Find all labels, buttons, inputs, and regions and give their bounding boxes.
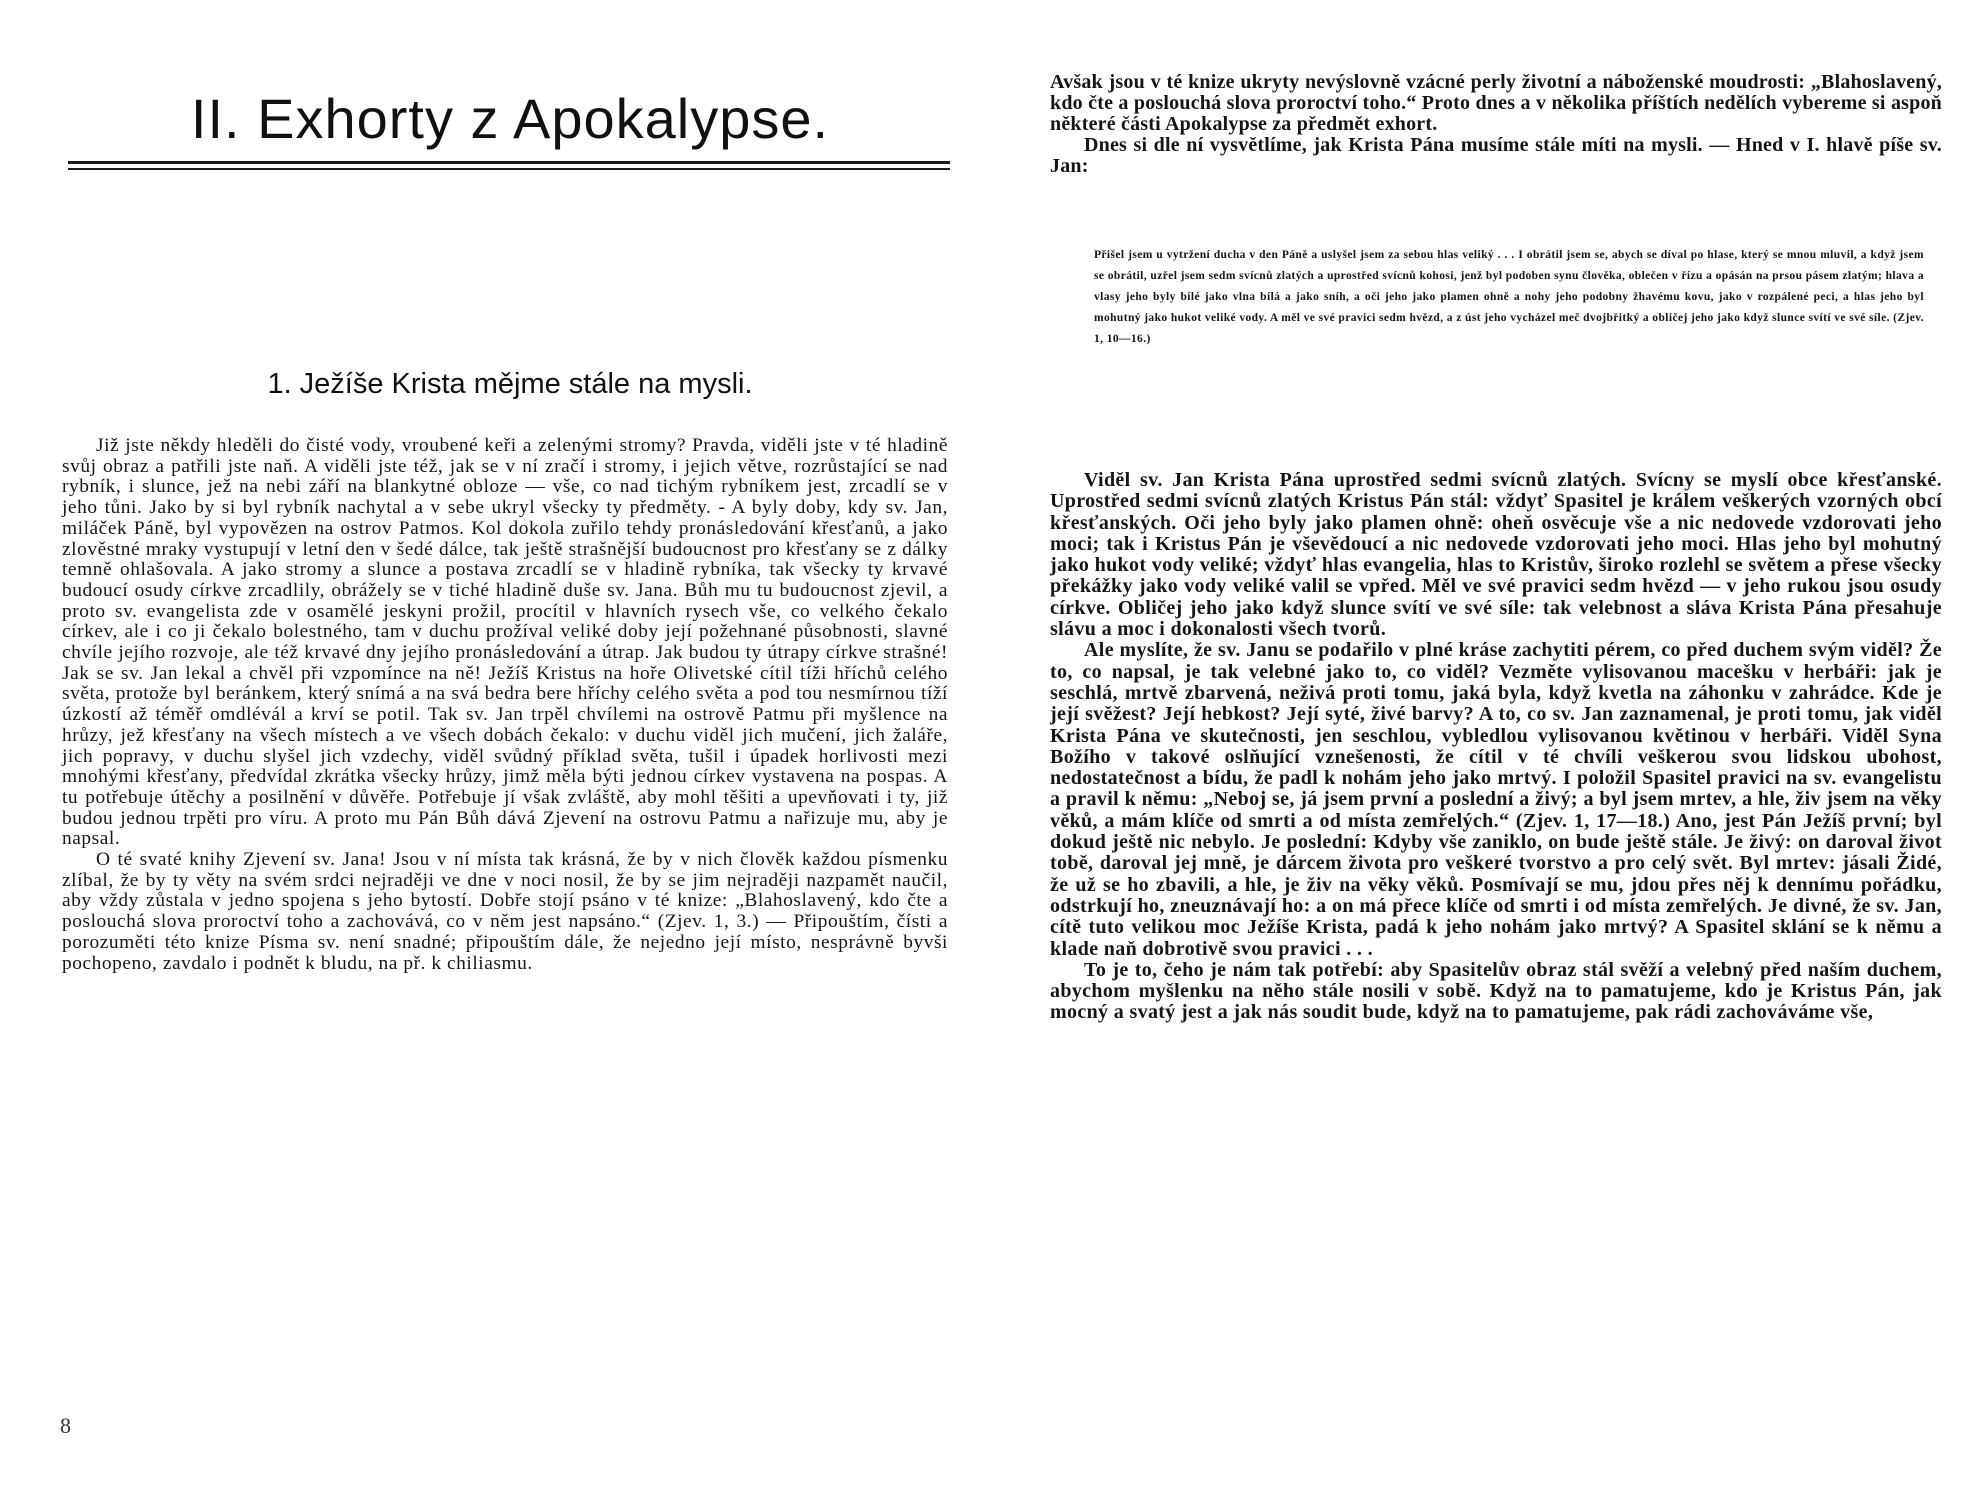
right-page: [990, 0, 1978, 1500]
right-intro-text: [1050, 72, 1942, 177]
title-rule-top: [68, 161, 950, 164]
paragraph: O té svaté knihy Zjevení sv. Jana! Jsou v ní místa tak krásná, že by v nich člověk každou písmenku zlíbal, že by ty věty na svém srdci nejraději ve dne v noci nosil, že by se jim nejraději nazpamět naučil, aby vždy zůstala v jedno spojena s jeho bytostí. Dobře stojí psáno v té knize: „Blahoslavený, kdo čte a poslouchá slova proroctví toho a zachovává, co v něm jest napsáno.“ (Zjev. 1, 3.) — Připouštím, čísti a porozuměti této knize Písma sv. není snadné; připouštím dále, že nejedno její místo, nesprávně byvši pochopeno, zavdalo i podnět k bludu, na př. k chiliasmu.: [62, 849, 948, 974]
page-number: 8: [60, 1413, 71, 1438]
paragraph: Avšak jsou v té knize ukryty nevýslovně vzácné perly životní a náboženské moudrosti: „Blahoslavený, kdo čte a poslouchá slova proroctví toho.“ Proto dnes a v několika příštích nedělích vybereme si aspoň některé části Apokalypse za předmět exhort.: [1050, 71, 1942, 135]
scripture-quote: [1094, 245, 1924, 350]
left-body-text: [62, 436, 948, 974]
paragraph: To je to, čeho je nám tak potřebí: aby Spasitelův obraz stál svěží a velebný před naším duchem, abychom myšlenku na něho stále nosili v sobě. Když na to pamatujeme, kdo je Kristus Pán, jak mocný a svatý jest a jak nás soudit bude, když na to pamatujeme, pak rádi zachováváme vše,: [1050, 958, 1942, 1024]
section-heading: 1. Ježíše Krista mějme stále na mysli.: [267, 368, 753, 400]
paragraph: Dnes si dle ní vysvětlíme, jak Krista Pána musíme stále míti na mysli. — Hned v I. hlavě píše sv. Jan:: [1050, 134, 1942, 177]
paragraph: Již jste někdy hleděli do čisté vody, vroubené keři a zelenými stromy? Pravda, viděli jste v té hladině svůj obraz a patřili jste naň. A viděli jste též, jak se v ní zračí i stromy, i jejich větve, rozrůstající se nad rybník, i slunce, jež na nebi září na blankytné obloze — vše, co nad tichým rybníkem jest, zrcadlí se v jeho tůni. Jako by si byl rybník nachytal a v sebe ukryl všecky ty předměty. - A byly doby, kdy sv. Jan, miláček Páně, byl vypovězen na ostrov Patmos. Kol dokola zuřilo tehdy pronásledování křesťanů, a jako zlověstné mraky vystupují v letní den v šedé dálce, tak ještě strašnější budoucnost pro křesťany se z dálky temně ohlašovala. A jako stromy a slunce a postava zrcadlí se v hladině rybníka, tak všecky ty krvavé budoucí osudy církve zrcadlily, obrážely se v tiché hladině duše sv. Jana. Bůh mu tu budoucnost zjevil, a proto sv. evangelista zde v osamělé jeskyni prožil, procítil v hlavních rysech vše, co velkého čekalo církev, ale i co ji čekalo bolestného, tam v duchu prožíval veliké doby její požehnané působnosti, slavné chvíle jejího rozvoje, ale též krvavé dny jejího pronásledování a útrap. Jak budou ty útrapy církve strašné! Jak se sv. Jan lekal a chvěl při vzpomínce na ně! Ježíš Kristus na hoře Olivetské cítil tíži hříchů celého světa, protože byl beránkem, který snímá a na svá bedra bere hříchy celého světa a pod tou nesmírnou tíží úzkostí až téměř omdlévál a krví se potil. Tak sv. Jan trpěl chvílemi na ostrově Patmu při myšlence na hrůzy, jež křesťany na všech místech a ve všech dobách čekalo: v duchu viděl jich mučení, jich žaláře, jich popravy, v duchu slyšel jich vzdechy, viděl svůdný příklad světa, tušil i úpadek horlivosti mezi mnohými křesťany, předvídal zkrátka všecky hrůzy, jimž měla býti jednou církev vystavena na pospas. A tu potřebuje útěchy a posilnění v důvěře. Potřebuje jí však zvláště, aby mohl těšiti a upevňovati i ty, již budou jednou trpěti pro víru. A proto mu Pán Bůh dává Zjevení na ostrovu Patmu a nařizuje mu, aby je napsal.: [62, 435, 948, 850]
paragraph: Ale myslíte, že sv. Janu se podařilo v plné kráse zachytiti pérem, co před duchem svým viděl? Že to, co napsal, je tak velebné jako to, co viděl? Vezměte vylisovanou macešku v herbáři: jak je seschlá, mrtvě zbarvená, neživá proti tomu, jaká byla, když kvetla na záhonku v zahrádce. Kde je její svěžest? Její hebkost? Její syté, živé barvy? A to, co sv. Jan zaznamenal, je proti tomu, jak viděl Krista Pána ve skutečnosti, jen seschlou, vybledlou vylisovanou květinou v herbáři. Viděl Syna Božího v takové oslňující vznešenosti, že cítil v té chvíli veškerou svou lidskou ubohost, nedostatečnost a bídu, že padl k nohám jeho jako mrtvý. I položil Spasitel pravici na sv. evangelistu a pravil k němu: „Neboj se, já jsem první a poslední a živý; a byl jsem mrtev, a hle, živ jsem na věky věků, a mám klíče od smrti a od místa zemřelých.“ (Zjev. 1, 17—18.) Ano, jest Pán Ježíš první; byl dokud ještě nic nebylo. Je poslední: Kdyby vše zaniklo, on bude ještě stále. Je živý: on daroval život tobě, daroval jej mně, je dárcem života pro veškeré tvorstvo a pro celý svět. Byl mrtev: jásali Židé, že už se ho zbavili, a hle, je živ na věky věků. Posmívají se mu, jdou přes něj k dennímu pořádku, odstrkují ho, zneuznávají ho: a on má přece klíče od smrti i od místa zemřelých. Je divné, že sv. Jan, cítě tuto velikou moc Ježíše Krista, padá k jeho nohám jako mrtvý? A Spasitel sklání se k němu a klade naň dobrotivě svou pravici . . .: [1050, 639, 1942, 960]
quote-text: Přišel jsem u vytržení ducha v den Páně a uslyšel jsem za sebou hlas veliký . . . I obrátil jsem se, abych se díval po hlase, který se mnou mluvil, a když jsem se obrátil, uzřel jsem sedm svícnů zlatých a uprostřed svícnů kohosi, jenž byl podoben synu člověka, oblečen v řízu a opásán na prsou pásem zlatým; hlava a vlasy jeho byly bílé jako vlna bílá a jako sníh, a oči jeho jako plamen ohně a nohy jeho podobny žhavému kovu, jako v rozpálené peci, a hlas jeho byl mohutný jako hukot veliké vody. A měl ve své pravici sedm hvězd, a z úst jeho vycházel meč dvojbřitký a obličej jeho jako když slunce svítí ve své síle. (Zjev. 1, 10—16.): [1094, 249, 1924, 345]
paragraph: Viděl sv. Jan Krista Pána uprostřed sedmi svícnů zlatých. Svícny se myslí obce křesťanské. Uprostřed sedmi svícnů zlatých Kristus Pán stál: vždyť Spasitel je králem veškerých vzorných obcí křesťanských. Oči jeho byly jako plamen ohně: oheň osvěcuje vše a nic nedovede vzdorovati jeho moci; tak i Kristus Pán je vševědoucí a nic nedovede vzdorovati jeho moci. Hlas jeho byl mohutný jako hukot vody veliké; vždyť hlas evangelia, hlas to Kristův, široko rozlehl se světem a přese všecky překážky jako vody veliké valil se vpřed. Měl ve své pravici sedm hvězd — v jeho rukou jsou osudy církve. Obličej jeho jako když slunce svítí ve své síle: tak velebnost a sláva Krista Pána přesahuje slávu a moc i dokonalosti všech tvorů.: [1050, 469, 1942, 641]
chapter-title: II. Exhorty z Apokalypse.: [190, 87, 830, 150]
title-rule-bottom: [68, 168, 950, 170]
right-body-text: [1050, 470, 1942, 1024]
